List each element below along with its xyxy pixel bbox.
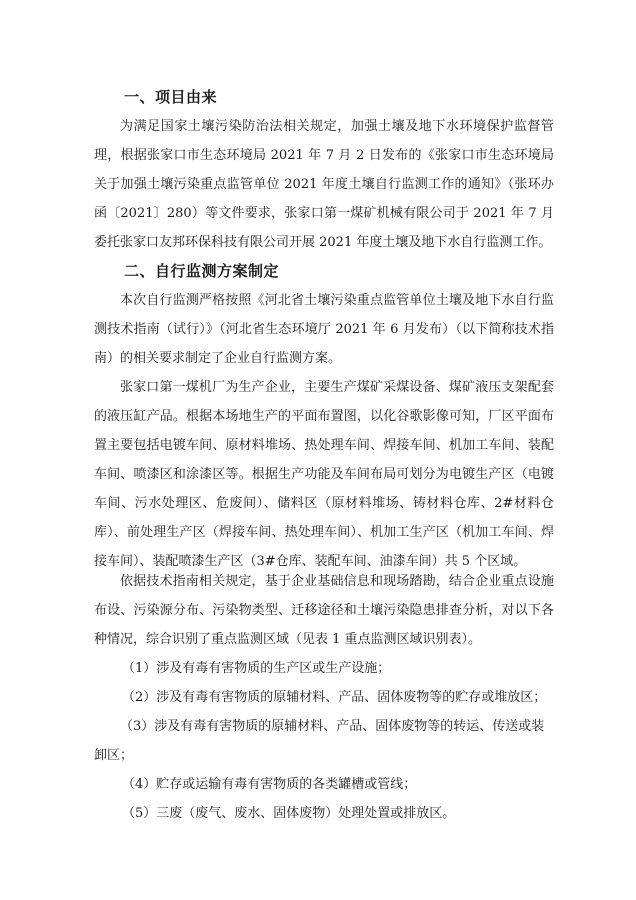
section2-paragraph-1: 本次自行监测严格按照《河北省土壤污染重点监管单位土壤及地下水自行监测技术指南（试行）》（河北省生态环境厅 2021 年 6 月发布）（以下简称技术指南）的相关要求制定了企业自行监测方案。	[94, 293, 554, 366]
list-item: （1）涉及有毒有害物质的生产区或生产设施；	[122, 661, 391, 676]
list-item: （2）涉及有毒有害物质的原辅材料、产品、固体废物等的贮存或堆放区；	[122, 690, 547, 705]
list-item: （5）三废（废气、废水、固体废物）处理处置或排放区。	[122, 806, 456, 821]
list-item: （3）涉及有毒有害物质的原辅材料、产品、固体废物等的转运、传送或装卸区；	[94, 719, 545, 763]
section2-paragraph-2: 张家口第一煤机厂为生产企业，主要生产煤矿采煤设备、煤矿液压支架配套的液压缸产品。根据本场地生产的平面布置图，以化谷歌影像可知，厂区平面布置主要包括电镀车间、原材料堆场、热处理车间、焊接车间、机加工车间、装配车间、喷漆区和涂漆区等。根据生产功能及车间布局可划分为电镀生产区（电镀车间、污水处理区、危废间）、储料区（原材料堆场、铸材料仓库、2#材料仓库）、前处理生产区（焊接车间、热处理车间）、机加工生产区（机加工车间、焊接车间）、装配喷漆生产区（3#仓库、装配车间、油漆车间）共 5 个区域。	[94, 380, 554, 569]
list-item: （4）贮存或运输有毒有害物质的各类罐槽或管线；	[122, 777, 417, 792]
section1-paragraph: 为满足国家土壤污染防治法相关规定，加强土壤及地下水环境保护监督管理，根据张家口市生态环境局 2021 年 7 月 2 日发布的《张家口市生态环境局关于加强土壤污染重点监管单位 2021 年度土壤自行监测工作的通知》（张环办函〔2021〕280）等文件要求，张家口第一煤矿机械有限公司于 2021 年 7 月委托张家口友邦环保科技有限公司开展 2021 年度土壤及地下水自行监测工作。	[94, 119, 554, 250]
section2-heading: 二、自行监测方案制定	[124, 262, 280, 280]
section1-heading: 一、项目由来	[124, 88, 218, 106]
section2-paragraph-3: 依据技术指南相关规定，基于企业基础信息和现场踏勘，结合企业重点设施布设、污染源分布、污染物类型、迁移途径和土壤污染隐患排查分析，对以下各种情况，综合识别了重点监测区域（见表 1 重点监测区域识别表）。	[94, 574, 554, 647]
